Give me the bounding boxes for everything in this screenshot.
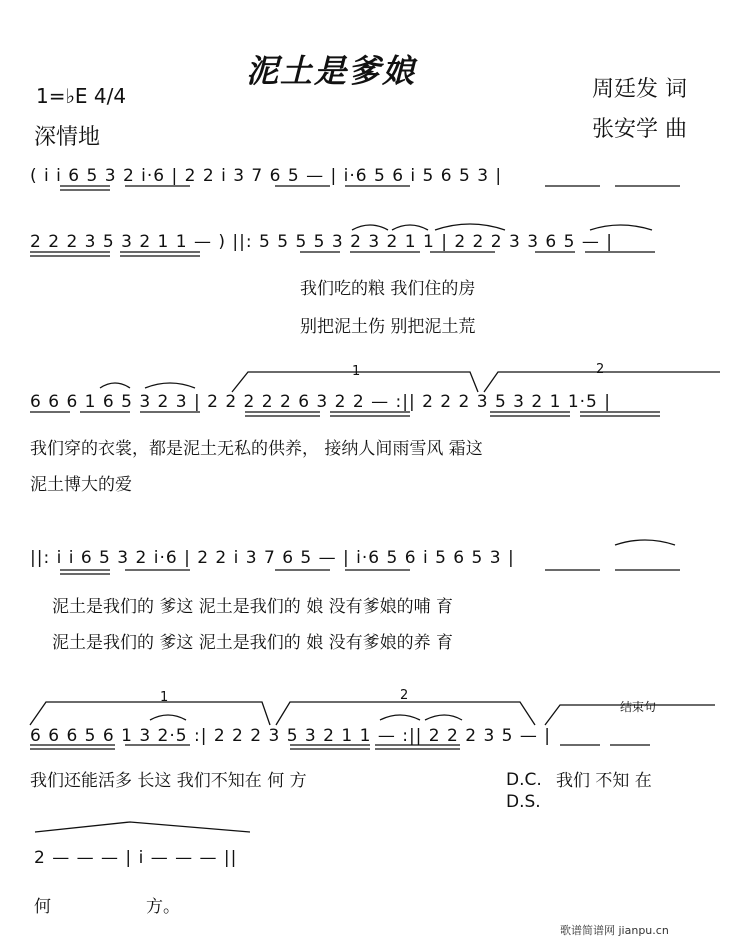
song-title: 泥土是爹娘: [246, 52, 417, 90]
lyrics-row-4-verse-1: 泥土是我们的 爹这 泥土是我们的 娘 没有爹娘的哺 育: [52, 597, 454, 617]
coda-label: 结束句: [620, 700, 657, 714]
notation-row-4: ||: i i 6 5 3 2 i·6 | 2 2 i 3 7 6 5 — | i·6 5 6 i 5 6 5 3 |: [30, 548, 515, 568]
volta-2-label-row-5: 2: [400, 688, 409, 703]
notation-row-6: 2 — — — | i — — — ||: [34, 848, 238, 868]
lyricist-credit: 周廷发 词: [592, 77, 687, 102]
lyrics-row-3-verse-2: 泥土博大的爱: [30, 475, 132, 495]
lyrics-row-6-b: 方。: [146, 897, 180, 917]
lyrics-row-5-ending: 我们 不知 在: [556, 771, 652, 791]
key-signature: 1=♭E 4/4: [36, 84, 127, 108]
lyrics-row-2-verse-1: 我们吃的粮 我们住的房: [300, 279, 476, 299]
tempo-marking: 深情地: [34, 125, 101, 150]
notation-row-3: 6 6 6 1 6 5 3 2 3 | 2 2 2 2 2 6 3 2 2 — :|| 2 2 2 3 5 3 2 1 1·5 |: [30, 392, 612, 412]
lyrics-row-3-verse-1: 我们穿的衣裳，都是泥土无私的供养， 接纳人间雨雪风 霜这: [30, 439, 483, 459]
lyrics-row-5: 我们还能活多 长这 我们不知在 何 方: [30, 771, 307, 791]
lyrics-row-4-verse-2: 泥土是我们的 爹这 泥土是我们的 娘 没有爹娘的养 育: [52, 633, 454, 653]
volta-2-label: 2: [596, 362, 605, 377]
notation-row-2: 2 2 2 3 5 3 2 1 1 — ) ||: 5 5 5 5 3 2 3 2 1 1 | 2 2 2 3 3 6 5 — |: [30, 232, 614, 252]
composer-credit: 张安学 曲: [592, 117, 687, 142]
notation-row-5: 6 6 6 5 6 1 3 2·5 :| 2 2 2 3 5 3 2 1 1 — :|| 2 2 2 3 5 — |: [30, 726, 552, 746]
lyrics-row-6-a: 何: [34, 897, 51, 917]
lyrics-row-2-verse-2: 别把泥土伤 别把泥土荒: [300, 317, 476, 337]
dc-marking: D.C.: [506, 770, 542, 790]
volta-1-label: 1: [352, 364, 361, 379]
ds-marking: D.S.: [506, 792, 541, 812]
site-watermark: 歌谱简谱网 jianpu.cn: [560, 924, 669, 937]
notation-row-1: ( i i 6 5 3 2 i·6 | 2 2 i 3 7 6 5 — | i·6 5 6 i 5 6 5 3 |: [30, 166, 503, 186]
volta-1-label-row-5: 1: [160, 690, 169, 705]
